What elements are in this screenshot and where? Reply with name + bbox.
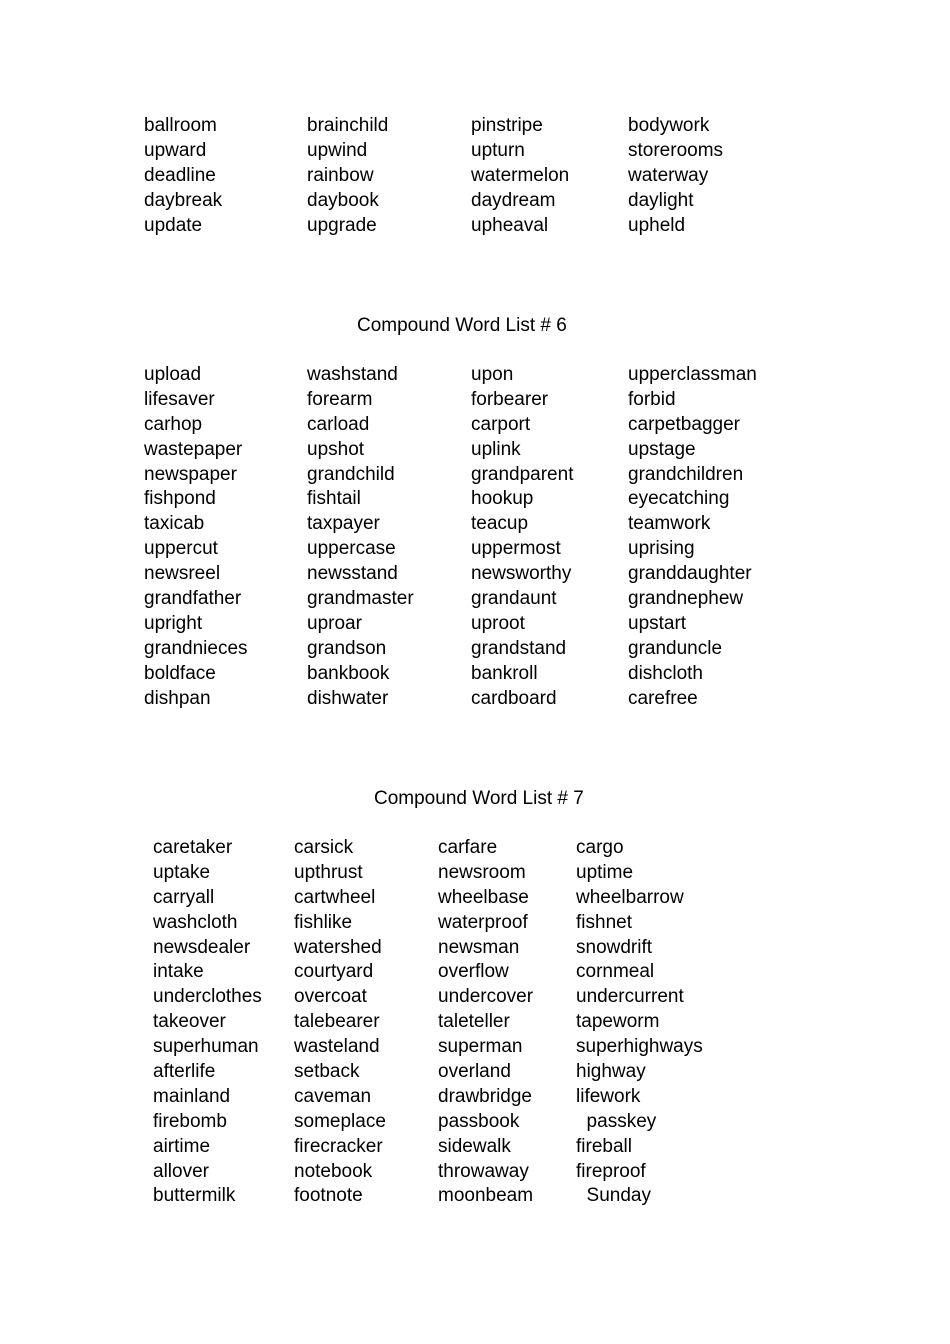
word-column-2 [307, 363, 414, 711]
word-item: afterlife [153, 1061, 216, 1083]
word-item: lifework [576, 1085, 641, 1107]
word-item: fishnet [576, 911, 632, 933]
word-item: newsroom [438, 861, 526, 883]
word-item: caveman [294, 1085, 372, 1107]
word-item: upon [471, 364, 514, 385]
word-item: carpetbagger [628, 413, 740, 435]
word-item: grandnephew [628, 588, 744, 610]
word-item: eyecatching [628, 488, 730, 510]
word-item: superman [438, 1036, 523, 1058]
word-item: firecracker [294, 1135, 383, 1157]
word-item: daydream [471, 189, 556, 211]
word-item: passkey [576, 1110, 657, 1132]
word-item: upright [144, 612, 203, 634]
word-item: forbid [628, 388, 676, 410]
word-item: grandmaster [307, 588, 414, 610]
word-column-1 [144, 114, 222, 238]
word-column-3 [471, 114, 569, 238]
word-item: carsick [294, 837, 354, 858]
word-item: setback [294, 1061, 360, 1083]
word-item: daybreak [144, 189, 223, 211]
word-item: uptake [153, 861, 211, 883]
word-item: taxpayer [307, 513, 380, 535]
word-item: upload [144, 364, 202, 385]
word-item: wheelbase [438, 886, 529, 908]
word-item: teamwork [628, 513, 711, 535]
word-item: forbearer [471, 388, 549, 410]
word-item: daylight [628, 189, 694, 211]
word-item: cornmeal [576, 961, 655, 983]
word-item: fireball [576, 1135, 632, 1157]
word-item: overcoat [294, 986, 367, 1008]
word-item: waterproof [438, 911, 528, 933]
word-item: lifesaver [144, 388, 215, 410]
word-item: taleteller [438, 1011, 510, 1033]
word-item: carport [471, 413, 531, 435]
word-item: upturn [471, 139, 525, 161]
word-item: upshot [307, 438, 365, 460]
word-item: granddaughter [628, 563, 752, 585]
word-item: passbook [438, 1110, 520, 1132]
word-item: rainbow [307, 164, 374, 186]
word-item: mainland [153, 1085, 231, 1107]
word-item: bodywork [628, 115, 710, 136]
word-item: uppercut [144, 538, 218, 560]
word-item: caretaker [153, 837, 233, 858]
word-item: update [144, 214, 203, 236]
word-item: carfare [438, 837, 498, 858]
word-item: teacup [471, 513, 529, 535]
word-column-2 [307, 114, 388, 238]
word-item: firebomb [153, 1110, 227, 1132]
word-column-4 [628, 363, 757, 711]
word-item: watermelon [471, 164, 570, 186]
word-item: upthrust [294, 861, 363, 883]
word-item: bankbook [307, 662, 390, 684]
word-item: talebearer [294, 1011, 380, 1033]
word-item: ballroom [144, 115, 217, 136]
word-column-1 [144, 363, 248, 711]
word-item: wheelbarrow [576, 886, 684, 908]
word-item: newsman [438, 936, 520, 958]
word-item: grandaunt [471, 588, 557, 610]
word-item: uplink [471, 438, 521, 460]
word-item: newsdealer [153, 936, 251, 958]
word-item: overland [438, 1061, 511, 1083]
word-item: granduncle [628, 637, 723, 659]
word-column-3 [471, 363, 573, 711]
word-item: underclothes [153, 986, 262, 1008]
word-item: uproot [471, 612, 525, 634]
word-item: drawbridge [438, 1085, 532, 1107]
word-item: bankroll [471, 662, 538, 684]
word-item: cardboard [471, 687, 557, 709]
word-item: uprising [628, 538, 695, 560]
word-item: cargo [576, 837, 624, 858]
word-item: brainchild [307, 115, 389, 136]
word-item: carload [307, 413, 370, 435]
word-item: hookup [471, 488, 534, 510]
word-item: grandfather [144, 588, 242, 610]
word-item: grandparent [471, 463, 574, 485]
word-item: upheld [628, 214, 686, 236]
word-item: uproar [307, 612, 362, 634]
word-item: fireproof [576, 1160, 646, 1182]
word-item: upward [144, 139, 207, 161]
word-item: daybook [307, 189, 379, 211]
word-item: airtime [153, 1135, 211, 1157]
word-item: tapeworm [576, 1011, 660, 1033]
word-item: waterway [628, 164, 709, 186]
word-item: wastepaper [144, 438, 243, 460]
word-item: grandchild [307, 463, 395, 485]
word-column-3 [438, 836, 533, 1209]
word-item: buttermilk [153, 1185, 236, 1207]
word-item: courtyard [294, 961, 374, 983]
word-item: allover [153, 1160, 209, 1182]
word-item: upgrade [307, 214, 377, 236]
word-item: snowdrift [576, 936, 653, 958]
word-item: dishwater [307, 687, 389, 709]
word-item: cartwheel [294, 886, 376, 908]
word-item: superhuman [153, 1036, 259, 1058]
word-item: someplace [294, 1110, 386, 1132]
word-item: overflow [438, 961, 509, 983]
word-item: taxicab [144, 513, 205, 535]
word-column-1 [153, 836, 262, 1209]
word-item: boldface [144, 662, 216, 684]
word-item: newsworthy [471, 563, 572, 585]
word-item: upheaval [471, 214, 549, 236]
word-item: uptime [576, 861, 634, 883]
word-item: fishlike [294, 911, 353, 933]
word-item: grandson [307, 637, 387, 659]
word-item: pinstripe [471, 115, 543, 136]
word-item: moonbeam [438, 1185, 534, 1207]
word-item: wasteland [294, 1036, 380, 1058]
word-column-2 [294, 836, 386, 1209]
word-item: sidewalk [438, 1135, 511, 1157]
word-item: grandchildren [628, 463, 744, 485]
word-item: storerooms [628, 139, 724, 161]
word-item: deadline [144, 164, 216, 186]
word-item: grandnieces [144, 637, 248, 659]
word-item: carefree [628, 687, 698, 709]
word-item: upstage [628, 438, 696, 460]
section-7-title: Compound Word List # 7 [374, 788, 584, 809]
word-item: takeover [153, 1011, 226, 1033]
word-item: newsreel [144, 563, 221, 585]
word-item: newspaper [144, 463, 237, 485]
word-column-4 [576, 836, 703, 1209]
word-item: upstart [628, 612, 687, 634]
word-item: washstand [307, 364, 398, 385]
word-item: undercover [438, 986, 534, 1008]
word-item: notebook [294, 1160, 373, 1182]
word-item: newsstand [307, 563, 398, 585]
word-item: uppermost [471, 538, 561, 560]
word-item: highway [576, 1061, 646, 1083]
word-item: watershed [294, 936, 382, 958]
word-item: grandstand [471, 637, 567, 659]
word-column-4 [628, 114, 723, 238]
word-item: fishtail [307, 488, 361, 510]
word-item: washcloth [153, 911, 238, 933]
word-item: footnote [294, 1185, 363, 1207]
word-item: uppercase [307, 538, 396, 560]
word-item: intake [153, 961, 204, 983]
word-item: forearm [307, 388, 373, 410]
word-item: fishpond [144, 488, 216, 510]
word-item: dishpan [144, 687, 211, 709]
word-item: carryall [153, 886, 215, 908]
word-item: Sunday [576, 1185, 651, 1207]
word-item: throwaway [438, 1160, 529, 1182]
section-6-title: Compound Word List # 6 [357, 315, 567, 336]
word-item: superhighways [576, 1036, 703, 1058]
word-item: carhop [144, 413, 203, 435]
word-item: upwind [307, 139, 368, 161]
word-item: upperclassman [628, 364, 757, 385]
word-item: dishcloth [628, 662, 703, 684]
word-item: undercurrent [576, 986, 684, 1008]
